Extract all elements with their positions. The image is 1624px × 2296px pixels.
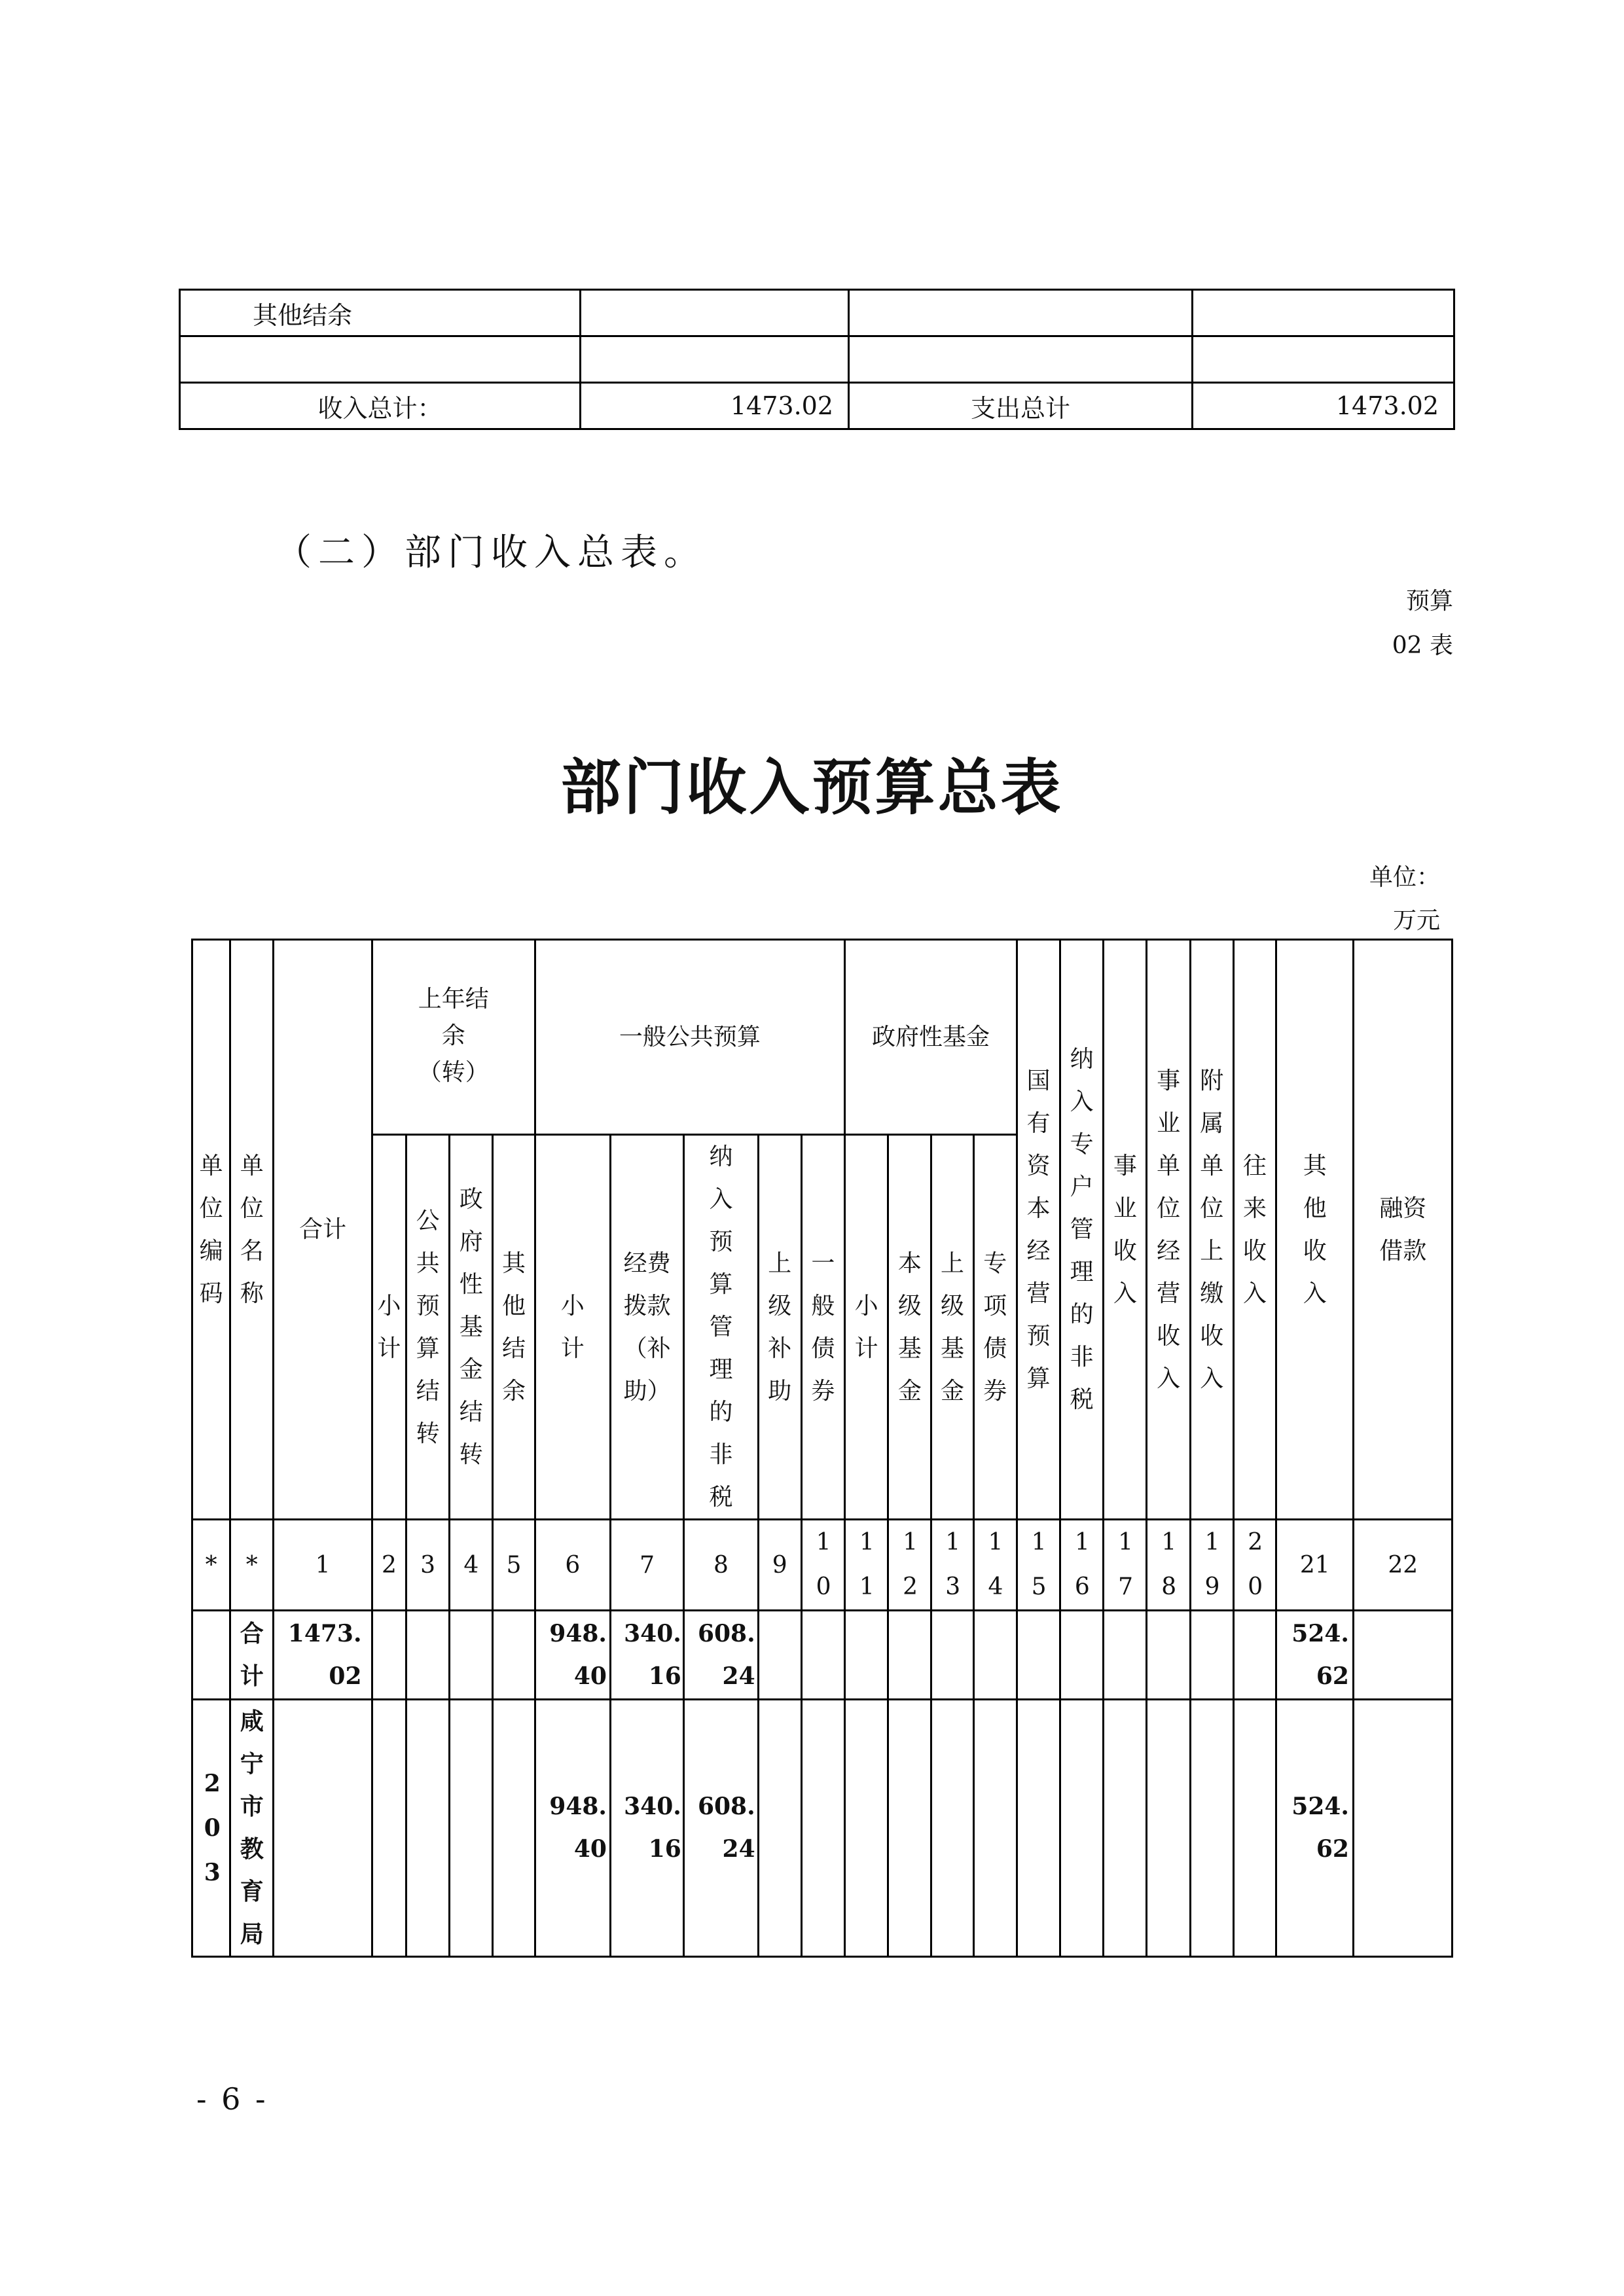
- table-row: [180, 336, 1454, 383]
- header-carryover-subtotal: 小计: [372, 1135, 406, 1520]
- index-cell: 18: [1147, 1520, 1190, 1611]
- index-cell: 19: [1190, 1520, 1233, 1611]
- table-ref-line2: 02 表: [1392, 632, 1453, 659]
- cell-general-funding: 340.16: [610, 1611, 683, 1700]
- empty-cell: [581, 290, 849, 336]
- cell-unit-name: 咸宁市教育局: [230, 1700, 274, 1957]
- index-cell: 20: [1233, 1520, 1276, 1611]
- empty-cell: [801, 1611, 844, 1700]
- empty-cell: [973, 1700, 1017, 1957]
- empty-cell: [1193, 290, 1454, 336]
- empty-cell: [450, 1611, 493, 1700]
- header-other-income: 其他收入: [1276, 940, 1354, 1520]
- empty-cell: [1354, 1700, 1453, 1957]
- header-transfer-income: 往来收入: [1233, 940, 1276, 1520]
- table-row: [180, 383, 1454, 429]
- table-row: [192, 1611, 1453, 1700]
- empty-cell: [493, 1700, 535, 1957]
- header-group-carryover: 上年结余（转）: [372, 940, 535, 1135]
- empty-cell: [450, 1700, 493, 1957]
- index-cell: 8: [684, 1520, 758, 1611]
- header-unit-operating-income: 事业单位经营收入: [1147, 940, 1190, 1520]
- header-general-superior: 上级补助: [758, 1135, 801, 1520]
- empty-cell: [581, 336, 849, 383]
- section-heading: （二）部门收入总表。: [275, 531, 707, 574]
- empty-cell: [180, 336, 581, 383]
- index-cell: 7: [610, 1520, 683, 1611]
- index-cell: 4: [450, 1520, 493, 1611]
- empty-cell: [845, 1611, 888, 1700]
- header-carryover-other: 其他结余: [493, 1135, 535, 1520]
- header-group-general-budget: 一般公共预算: [535, 940, 844, 1135]
- index-cell: *: [230, 1520, 274, 1611]
- table-row: [180, 290, 1454, 336]
- index-cell: 15: [1017, 1520, 1060, 1611]
- empty-cell: [1190, 1611, 1233, 1700]
- empty-cell: [406, 1611, 449, 1700]
- empty-cell: [849, 336, 1193, 383]
- empty-cell: [1104, 1700, 1147, 1957]
- row-label: 其他结余: [180, 290, 581, 336]
- header-general-subtotal: 小计: [535, 1135, 610, 1520]
- empty-cell: [849, 290, 1193, 336]
- header-financing-loan: 融资借款: [1354, 940, 1453, 1520]
- empty-cell: [845, 1700, 888, 1957]
- empty-cell: [493, 1611, 535, 1700]
- cell-total: [274, 1700, 372, 1957]
- index-cell: 11: [845, 1520, 888, 1611]
- header-group-gov-fund: 政府性基金: [845, 940, 1017, 1135]
- empty-cell: [406, 1700, 449, 1957]
- header-affiliated-payment: 附属单位上缴收入: [1190, 940, 1233, 1520]
- empty-cell: [1104, 1611, 1147, 1700]
- table-ref-line1: 预算: [1405, 588, 1453, 615]
- cell-unit-name: 合计: [230, 1611, 274, 1700]
- empty-cell: [888, 1700, 931, 1957]
- unit-label: 单位：: [1369, 864, 1440, 891]
- index-row: [192, 1520, 1453, 1611]
- empty-cell: [931, 1611, 973, 1700]
- cell-unit-code: [192, 1611, 230, 1700]
- empty-cell: [801, 1700, 844, 1957]
- index-cell: *: [192, 1520, 230, 1611]
- header-row: [192, 940, 1453, 1135]
- empty-cell: [1233, 1611, 1276, 1700]
- cell-general-subtotal: 948.40: [535, 1700, 610, 1957]
- header-general-nontax: 纳入预算管理的非税: [684, 1135, 758, 1520]
- header-unit-name: 单位名称: [230, 940, 274, 1520]
- page-number: - 6 -: [196, 2081, 268, 2117]
- page-title: 部门收入预算总表: [560, 752, 1064, 823]
- total-income-value: 1473.02: [581, 383, 849, 429]
- index-cell: 2: [372, 1520, 406, 1611]
- budget-income-table: [191, 939, 1453, 1958]
- empty-cell: [1233, 1700, 1276, 1957]
- empty-cell: [758, 1611, 801, 1700]
- index-cell: 16: [1060, 1520, 1104, 1611]
- header-unit-code: 单位编码: [192, 940, 230, 1520]
- total-income-label: 收入总计：: [180, 383, 581, 429]
- index-cell: 3: [406, 1520, 449, 1611]
- empty-cell: [372, 1611, 406, 1700]
- header-govfund-superior: 上级基金: [931, 1135, 973, 1520]
- index-cell: 12: [888, 1520, 931, 1611]
- index-cell: 17: [1104, 1520, 1147, 1611]
- header-carryover-public: 公共预算结转: [406, 1135, 449, 1520]
- index-cell: 14: [973, 1520, 1017, 1611]
- header-general-bond: 一般债券: [801, 1135, 844, 1520]
- cell-other-income: 524.62: [1276, 1700, 1354, 1957]
- cell-total: 1473.02: [274, 1611, 372, 1700]
- empty-cell: [758, 1700, 801, 1957]
- cell-other-income: 524.62: [1276, 1611, 1354, 1700]
- cell-general-subtotal: 948.40: [535, 1611, 610, 1700]
- empty-cell: [1017, 1700, 1060, 1957]
- index-cell: 21: [1276, 1520, 1354, 1611]
- empty-cell: [1147, 1611, 1190, 1700]
- index-cell: 13: [931, 1520, 973, 1611]
- cell-general-funding: 340.16: [610, 1700, 683, 1957]
- header-carryover-govfund: 政府性基金结转: [450, 1135, 493, 1520]
- header-total: 合计: [274, 940, 372, 1520]
- cell-general-nontax: 608.24: [684, 1611, 758, 1700]
- total-expense-value: 1473.02: [1193, 383, 1454, 429]
- header-state-capital: 国有资本经营预算: [1017, 940, 1060, 1520]
- index-cell: 6: [535, 1520, 610, 1611]
- header-business-income: 事业收入: [1104, 940, 1147, 1520]
- header-special-account-nontax: 纳入专户管理的非税: [1060, 940, 1104, 1520]
- unit-value: 万元: [1392, 907, 1440, 934]
- empty-cell: [1060, 1611, 1104, 1700]
- total-expense-label: 支出总计: [849, 383, 1193, 429]
- index-cell: 5: [493, 1520, 535, 1611]
- index-cell: 9: [758, 1520, 801, 1611]
- header-general-funding: 经费拨款（补助）: [610, 1135, 683, 1520]
- header-govfund-subtotal: 小计: [845, 1135, 888, 1520]
- empty-cell: [1193, 336, 1454, 383]
- cell-general-nontax: 608.24: [684, 1700, 758, 1957]
- empty-cell: [372, 1700, 406, 1957]
- empty-cell: [1190, 1700, 1233, 1957]
- empty-cell: [1060, 1700, 1104, 1957]
- header-govfund-bond: 专项债券: [973, 1135, 1017, 1520]
- header-govfund-local: 本级基金: [888, 1135, 931, 1520]
- summary-table-continued: [179, 289, 1455, 430]
- index-cell: 10: [801, 1520, 844, 1611]
- table-row: [192, 1700, 1453, 1957]
- empty-cell: [1354, 1611, 1453, 1700]
- cell-unit-code: 203: [192, 1700, 230, 1957]
- empty-cell: [1147, 1700, 1190, 1957]
- empty-cell: [973, 1611, 1017, 1700]
- empty-cell: [888, 1611, 931, 1700]
- index-cell: 1: [274, 1520, 372, 1611]
- empty-cell: [931, 1700, 973, 1957]
- index-cell: 22: [1354, 1520, 1453, 1611]
- empty-cell: [1017, 1611, 1060, 1700]
